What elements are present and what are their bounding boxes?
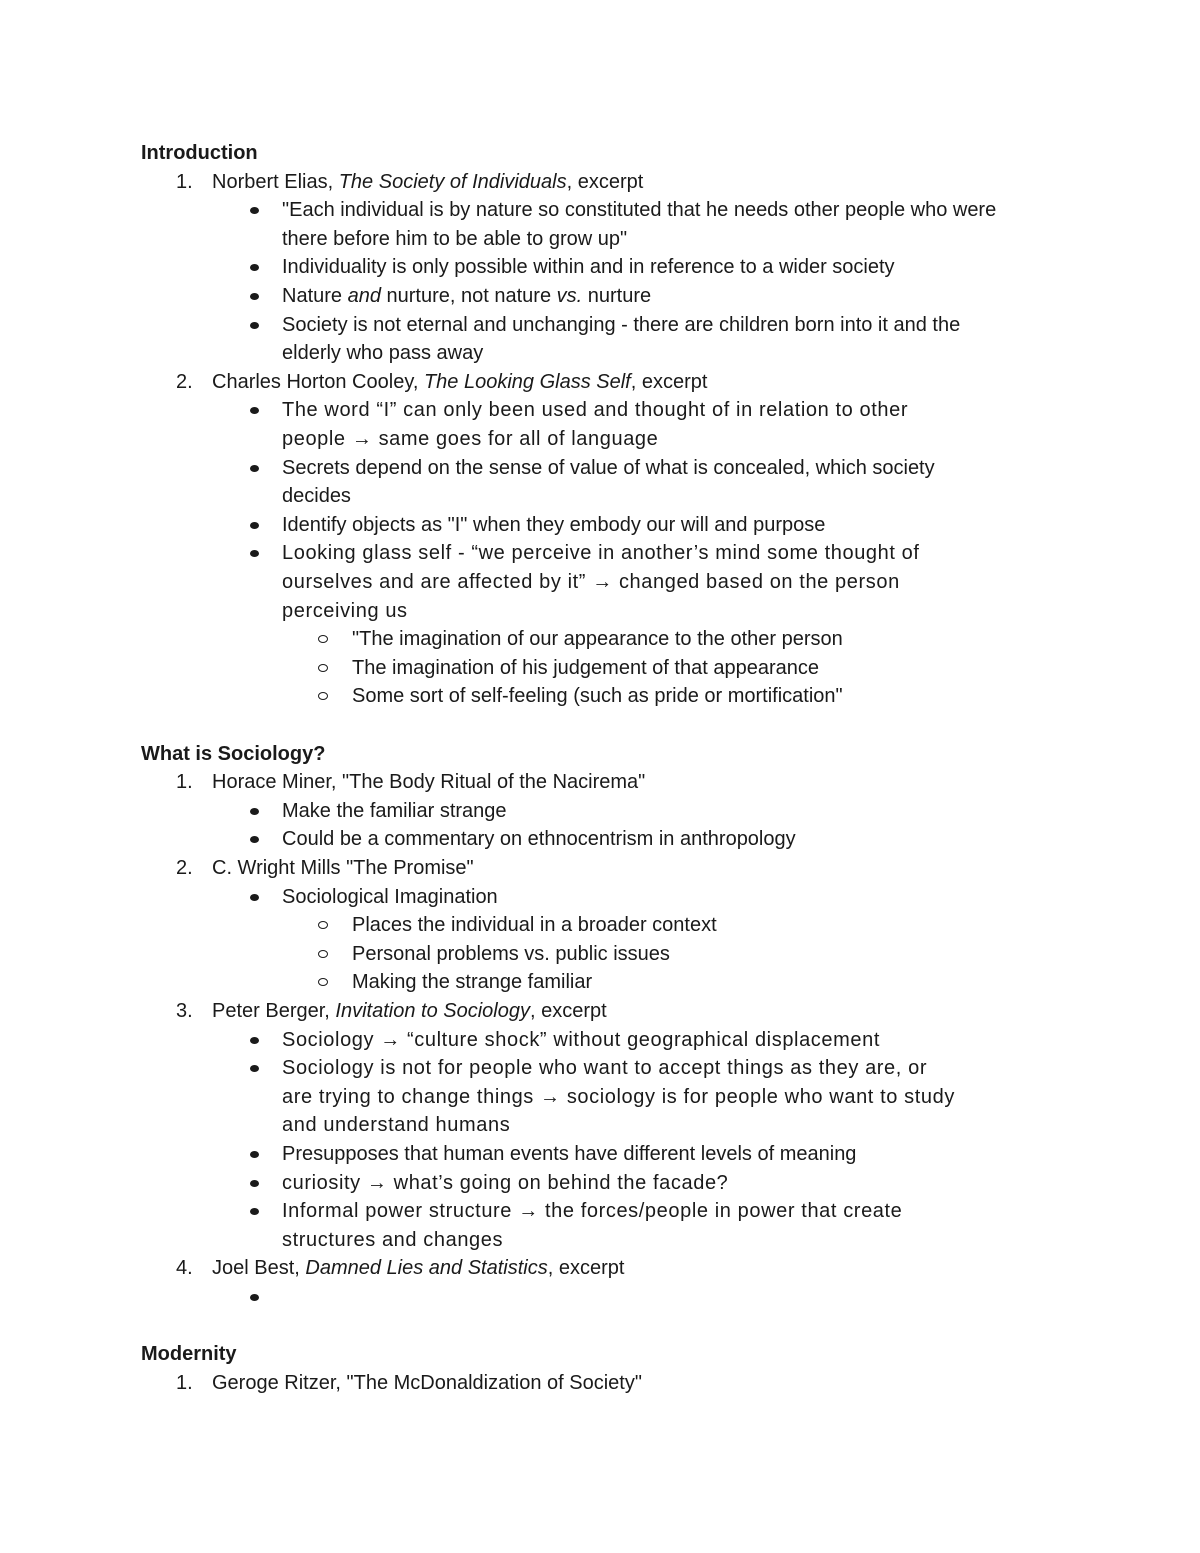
- bullet-text: Sociology → “culture shock” without geographical displacement: [282, 1028, 880, 1051]
- list-item-title: Horace Miner, "The Body Ritual of the Nacirema": [212, 771, 646, 794]
- bullet-dot-icon: [250, 894, 259, 901]
- bullet-dot-icon: [250, 1180, 259, 1187]
- section-heading: Modernity: [141, 1343, 237, 1366]
- sub-bullet-text: Some sort of self-feeling (such as pride or mortification": [352, 685, 843, 708]
- bullet-text: Presupposes that human events have different levels of meaning: [282, 1143, 857, 1165]
- bullet-dot-icon: [250, 836, 259, 843]
- bullet-circle-icon: [318, 978, 328, 986]
- bullet-dot-icon: [250, 550, 259, 557]
- bullet-circle-icon: [318, 664, 328, 672]
- bullet-text: there before him to be able to grow up": [282, 227, 628, 250]
- bullet-circle-icon: [318, 950, 328, 958]
- list-item-title: Norbert Elias, The Society of Individuals, excerpt: [212, 170, 644, 193]
- bullet-text: ourselves and are affected by it” → changed based on the person: [282, 571, 900, 593]
- list-number: 1.: [176, 771, 193, 794]
- sub-bullet-text: The imagination of his judgement of that appearance: [352, 656, 819, 679]
- bullet-text: Sociological Imagination: [282, 885, 498, 908]
- bullet-dot-icon: [250, 1151, 259, 1158]
- bullet-text: curiosity → what’s going on behind the facade?: [282, 1171, 729, 1194]
- sub-bullet-text: Personal problems vs. public issues: [352, 942, 670, 965]
- bullet-dot-icon: [250, 293, 259, 300]
- bullet-text: Individuality is only possible within and in reference to a wider society: [282, 256, 895, 279]
- list-item-title: Charles Horton Cooley, The Looking Glass Self, excerpt: [212, 370, 708, 393]
- bullet-text: Make the familiar strange: [282, 799, 507, 822]
- list-number: 3.: [176, 1000, 193, 1022]
- list-number: 1.: [176, 170, 193, 193]
- bullet-dot-icon: [250, 264, 259, 271]
- bullet-circle-icon: [318, 921, 328, 929]
- bullet-text: decides: [282, 485, 351, 508]
- bullet-text: perceiving us: [282, 599, 408, 622]
- bullet-dot-icon: [250, 808, 259, 815]
- bullet-dot-icon: [250, 322, 259, 329]
- bullet-dot-icon: [250, 1294, 259, 1301]
- bullet-text: are trying to change things → sociology is for people who want to study: [282, 1085, 955, 1108]
- list-item-title: Peter Berger, Invitation to Sociology, excerpt: [212, 1000, 607, 1022]
- bullet-text: Identify objects as "I" when they embody our will and purpose: [282, 513, 826, 536]
- bullet-dot-icon: [250, 1065, 259, 1072]
- list-item-title: Joel Best, Damned Lies and Statistics, excerpt: [212, 1257, 625, 1280]
- sub-bullet-text: "The imagination of our appearance to the other person: [352, 628, 843, 651]
- bullet-text: Could be a commentary on ethnocentrism in anthropology: [282, 828, 796, 851]
- bullet-text: Informal power structure → the forces/people in power that create: [282, 1200, 903, 1223]
- bullet-text: elderly who pass away: [282, 342, 484, 365]
- bullet-dot-icon: [250, 407, 259, 414]
- bullet-text: Looking glass self - “we perceive in another’s mind some thought of: [282, 542, 920, 565]
- bullet-circle-icon: [318, 635, 328, 643]
- list-number: 4.: [176, 1257, 193, 1280]
- bullet-text: Sociology is not for people who want to accept things as they are, or: [282, 1057, 928, 1080]
- list-number: 2.: [176, 370, 193, 393]
- list-item-title: C. Wright Mills "The Promise": [212, 857, 474, 879]
- bullet-text: Nature and nurture, not nature vs. nurture: [282, 285, 652, 307]
- bullet-text: "Each individual is by nature so constituted that he needs other people who were: [282, 199, 997, 222]
- bullet-dot-icon: [250, 1208, 259, 1215]
- bullet-dot-icon: [250, 465, 259, 472]
- bullet-dot-icon: [250, 207, 259, 214]
- list-number: 1.: [176, 1371, 193, 1394]
- list-item-title: Geroge Ritzer, "The McDonaldization of Society": [212, 1371, 642, 1394]
- sub-bullet-text: Making the strange familiar: [352, 971, 593, 994]
- section-heading: Introduction: [141, 142, 258, 164]
- bullet-dot-icon: [250, 1037, 259, 1044]
- bullet-dot-icon: [250, 522, 259, 529]
- bullet-text: and understand humans: [282, 1114, 511, 1137]
- list-number: 2.: [176, 857, 193, 879]
- bullet-text: structures and changes: [282, 1228, 504, 1251]
- bullet-text: Society is not eternal and unchanging - there are children born into it and the: [282, 313, 961, 336]
- bullet-text: people → same goes for all of language: [282, 428, 659, 450]
- bullet-text: The word “I” can only been used and thought of in relation to other: [282, 399, 909, 422]
- bullet-text: Secrets depend on the sense of value of what is concealed, which society: [282, 456, 935, 479]
- sub-bullet-text: Places the individual in a broader context: [352, 914, 717, 937]
- bullet-circle-icon: [318, 692, 328, 700]
- section-heading: What is Sociology?: [141, 742, 326, 765]
